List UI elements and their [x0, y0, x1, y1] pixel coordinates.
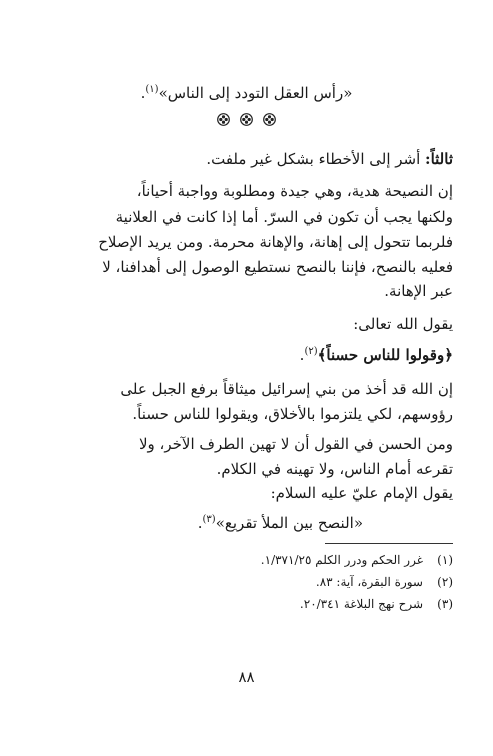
section-heading [40, 148, 453, 170]
imam-intro: يقول الإمام عليّ عليه السلام: [270, 484, 453, 502]
heading-text: أشر إلى الأخطاء بشكل غير ملفت. [206, 150, 426, 168]
flower-ornament-icon [263, 113, 276, 126]
verse-line: ﴿وقولوا للناس حسناً﴾$^{(٢)}$. [299, 346, 453, 364]
heading-label: ثالثاً: [425, 150, 453, 168]
flower-ornament-icon [240, 113, 253, 126]
footnote [40, 573, 453, 591]
footnote [40, 595, 453, 613]
verse-intro: يقول الله تعالى: [353, 315, 453, 333]
verse-text: ﴿وقولوا للناس حسناً﴾ [317, 346, 453, 364]
footnote-divider [325, 543, 453, 544]
paragraph-2-line: رؤوسهم، لكي يلتزموا بالأخلاق، ويقولوا للناس حسناً. [132, 405, 453, 423]
paragraph-3-line: تقرعه أمام الناس، ولا تهينه في الكلام. [216, 460, 453, 478]
paragraph-1-line: فعليه بالنصح، فإننا بالنصح نستطيع الوصول إلى أهدافنا، لا [102, 258, 453, 276]
paragraph-1-line: عبر الإهانة. [384, 282, 453, 300]
footnote [40, 551, 453, 569]
footnote-number: (٣) [437, 597, 453, 611]
footnote-ref-2: (٢) [304, 346, 318, 357]
page-number: ٨٨ [238, 668, 255, 686]
footnote-text: شرح نهج البلاغة ٢٠/٣٤١. [299, 597, 423, 611]
quote-2-text: «النصح بين الملأ تقريع» [215, 514, 363, 532]
footnote-number: (٢) [437, 575, 453, 589]
quote-1-text: «رأس العقل التودد إلى الناس» [158, 84, 353, 102]
quote-line-1: «رأس العقل التودد إلى الناس»$^{(١)}$. [140, 84, 353, 102]
quote-line-2: «النصح بين الملأ تقريع»$^{(٣)}$. [197, 514, 363, 532]
flower-ornament-icon [217, 113, 230, 126]
section-ornaments [0, 113, 493, 130]
footnote-text: غرر الحكم ودرر الكلم ١/٣٧١/٢٥. [260, 553, 423, 567]
paragraph-1-line: إن النصيحة هدية، وهي جيدة ومطلوبة وواجبة أحياناً، [136, 182, 453, 200]
footnote-number: (١) [437, 553, 453, 567]
paragraph-2-line: إن الله قد أخذ من بني إسرائيل ميثاقاً برفع الجبل على [120, 380, 453, 398]
paragraph-1-line: ولكنها يجب أن تكون في السرّ. أما إذا كانت في العلانية [115, 208, 453, 226]
footnote-text: سورة البقرة، آية: ٨٣. [315, 575, 423, 589]
footnote-ref-1: (١) [145, 84, 159, 95]
paragraph-1-line: فلربما تتحول إلى إهانة، والإهانة محرمة. ومن يريد الإصلاح [98, 233, 453, 251]
paragraph-3-line: ومن الحسن في القول أن لا تهين الطرف الآخر، ولا [138, 435, 453, 453]
footnote-ref-3: (٣) [202, 514, 216, 525]
